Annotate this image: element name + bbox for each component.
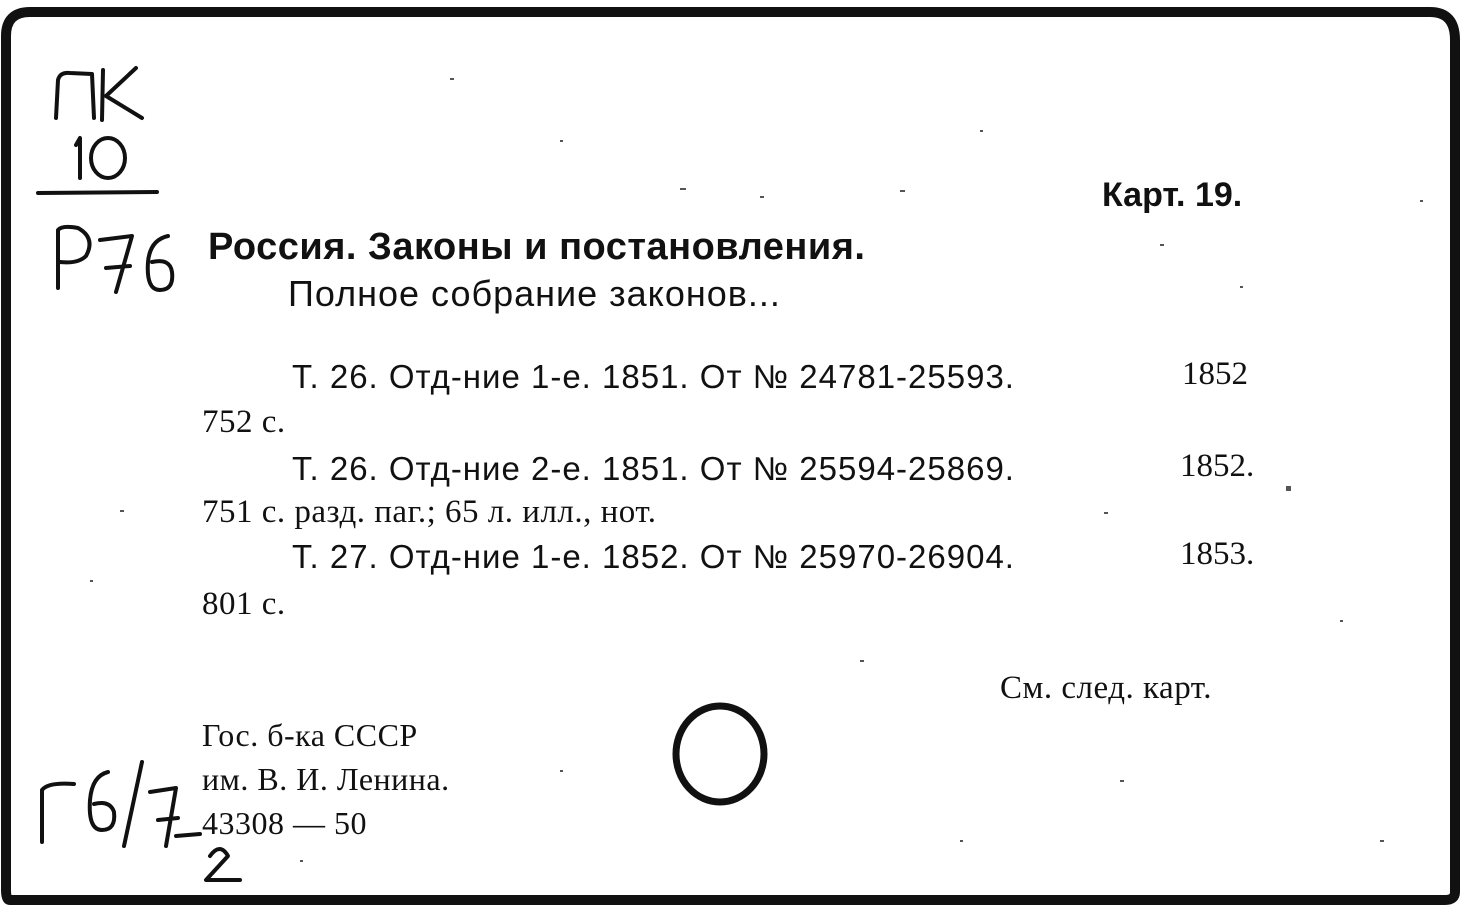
volume-pagination: 751 с. разд. паг.; 65 л. илл., нот.: [202, 494, 657, 530]
imprint-line: им. В. И. Ленина.: [202, 761, 450, 797]
volume-description: Т. 26. Отд-ние 2-е. 1851. От № 25594-25869.: [292, 450, 1015, 487]
catalog-title: Полное собрание законов...: [288, 273, 781, 314]
imprint-line: Гос. б-ка СССР: [202, 717, 418, 753]
volume-description: Т. 27. Отд-ние 1-е. 1852. От № 25970-26904.: [292, 538, 1015, 575]
volume-description: Т. 26. Отд-ние 1-е. 1851. От № 24781-25593.: [292, 358, 1015, 395]
volume-pagination: 801 с.: [202, 586, 286, 622]
imprint-line: 43308 — 50: [202, 805, 367, 841]
card-number: Карт. 19.: [1102, 176, 1243, 214]
volume-year: 1852: [1182, 356, 1248, 392]
volume-pagination: 752 с.: [202, 404, 286, 440]
see-next-card: См. след. карт.: [1000, 670, 1212, 706]
volume-year: 1853.: [1180, 536, 1255, 572]
catalog-heading: Россия. Законы и постановления.: [208, 226, 866, 268]
volume-year: 1852.: [1180, 448, 1255, 484]
